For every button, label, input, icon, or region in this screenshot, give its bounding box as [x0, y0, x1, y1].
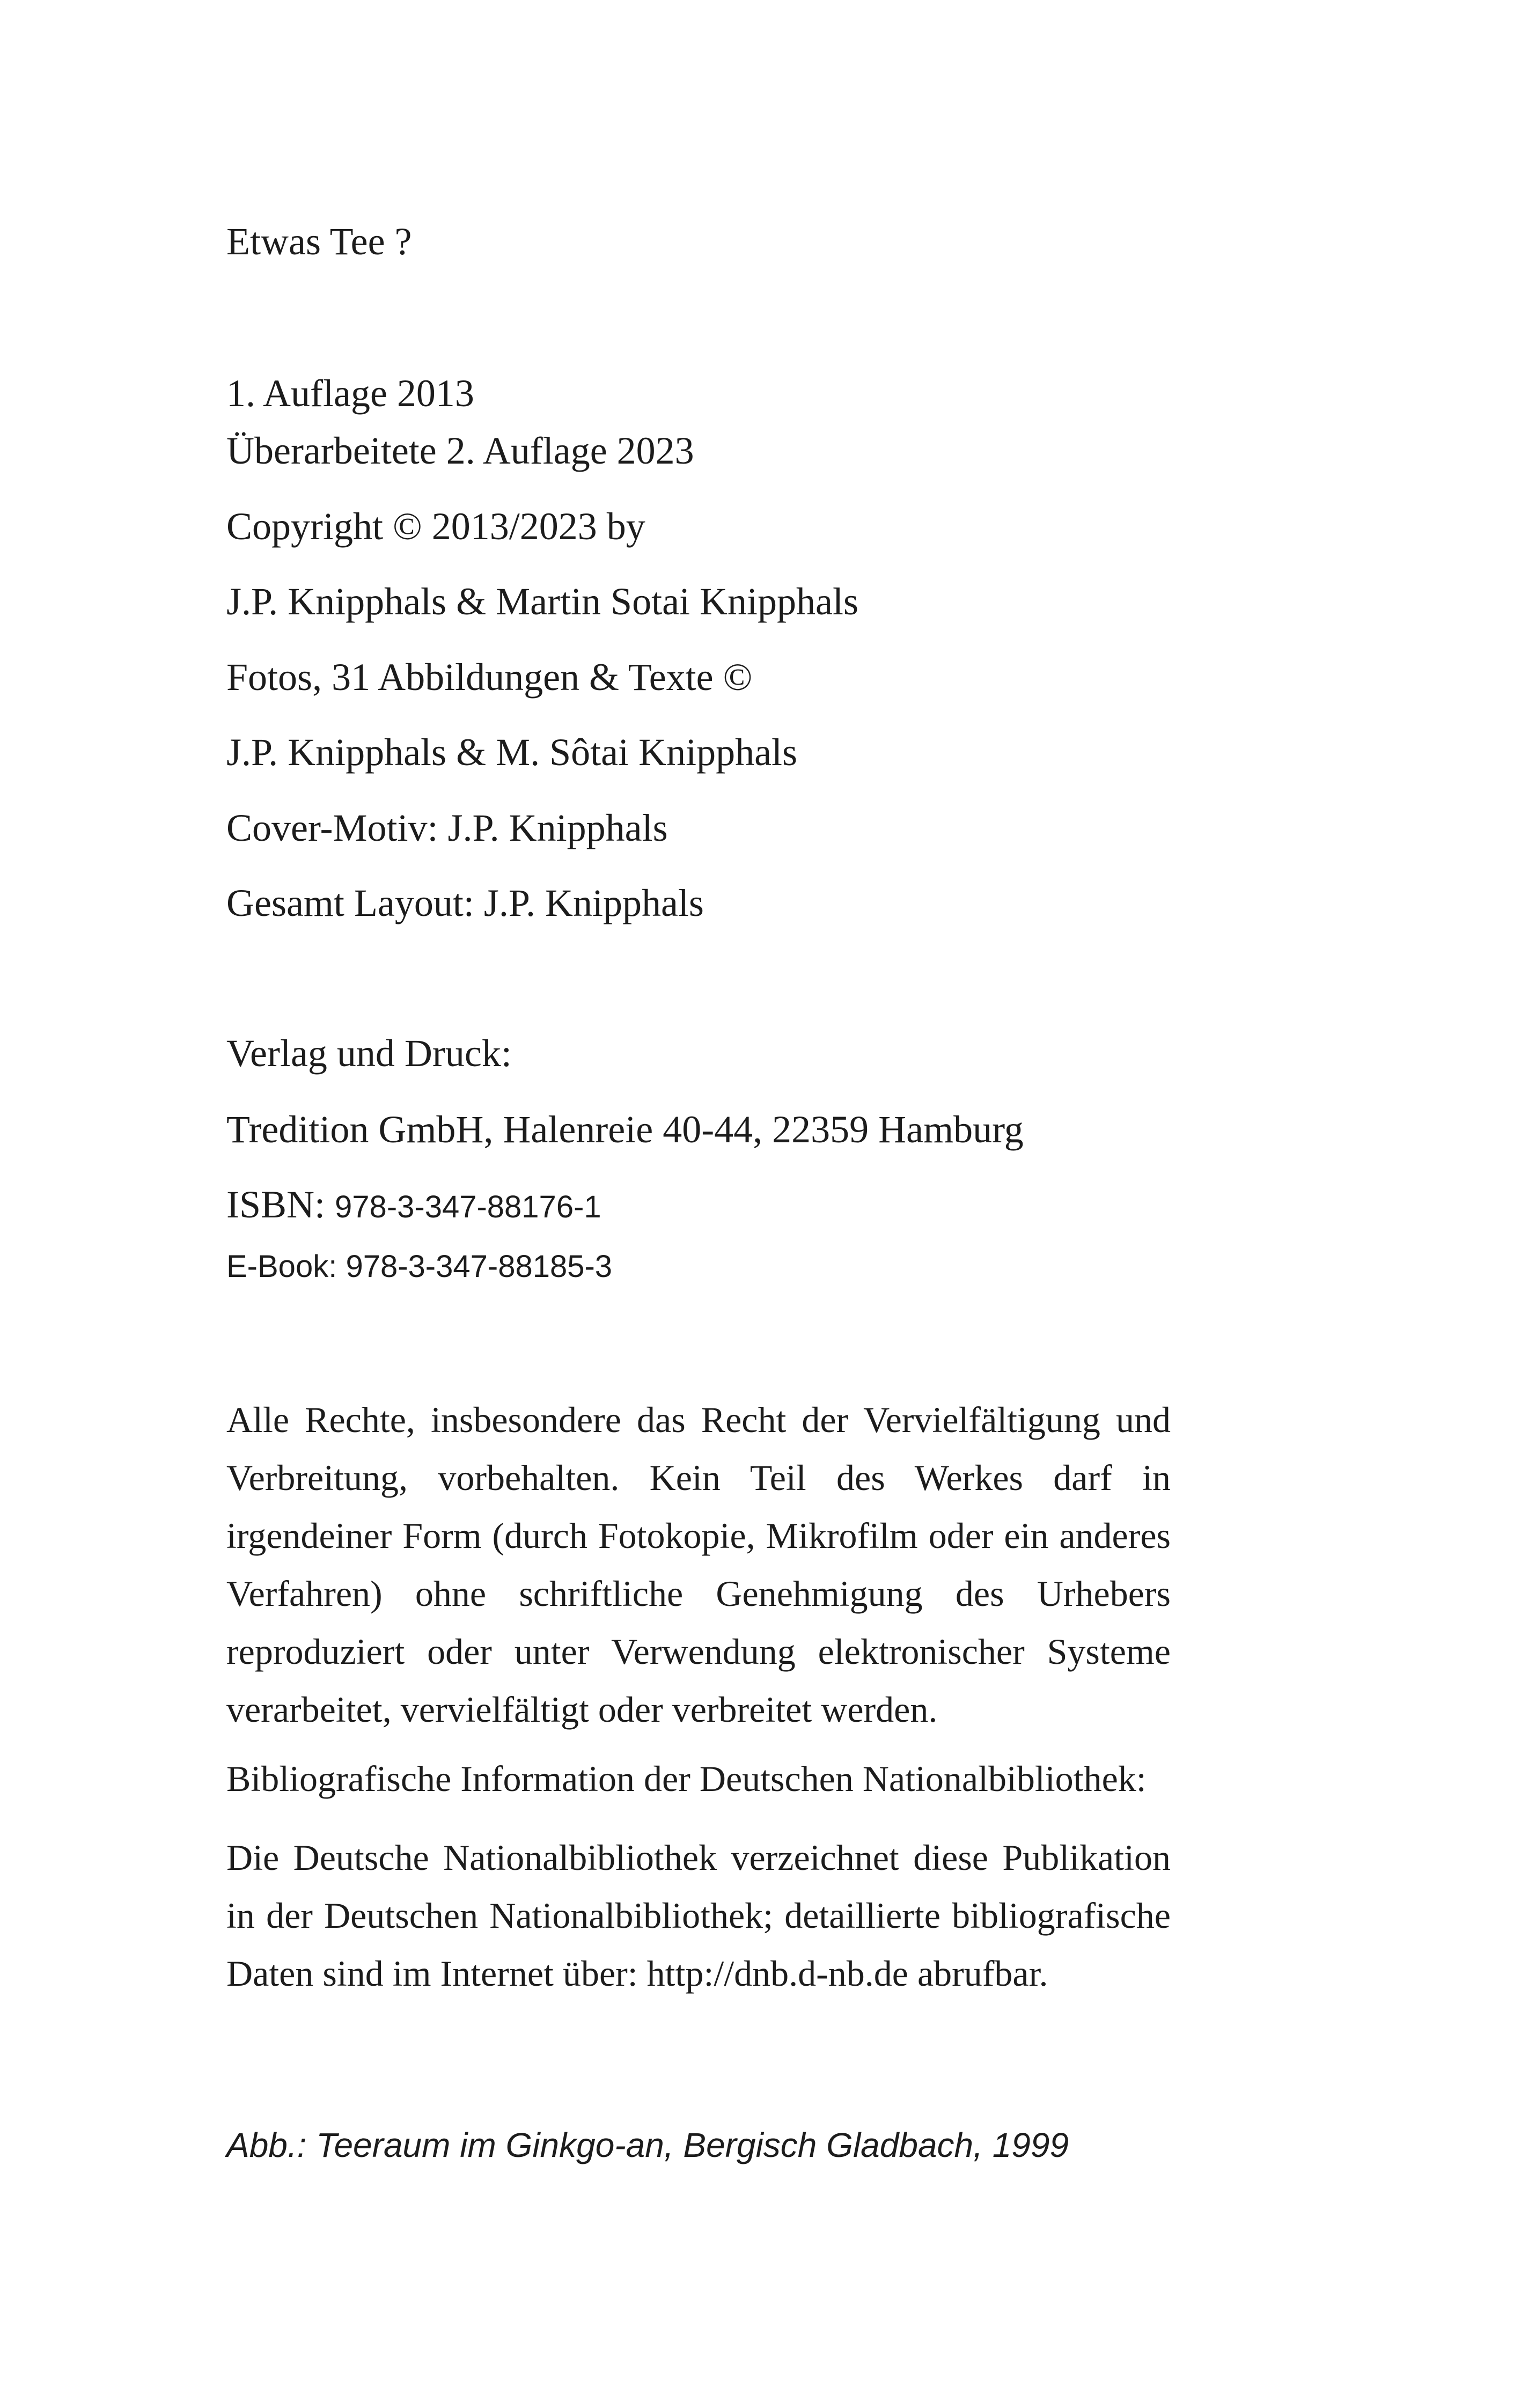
- copyright-authors: J.P. Knipphals & Martin Sotai Knipphals: [226, 580, 859, 623]
- publisher-address: Tredition GmbH, Halenreie 40-44, 22359 Hamburg: [226, 1108, 1024, 1151]
- photos-authors: J.P. Knipphals & M. Sôtai Knipphals: [226, 731, 798, 774]
- copyright-line: Copyright © 2013/2023 by: [226, 505, 645, 548]
- book-title: Etwas Tee ?: [226, 220, 412, 263]
- rights-paragraph: Alle Rechte, insbesondere das Recht der Vervielfältigung und Verbreitung, vorbehalten. Kein Teil des Werkes darf in irgendeiner Form (durch Fotokopie, Mikrofilm oder ein anderes Verfahren) ohne schriftliche Genehmigung des Urhebers reproduziert oder unter Verwendung elektronischer Systeme verarbeitet, vervielfältigt oder verbreitet werden.: [226, 1399, 1171, 1730]
- ebook-value: 978-3-347-88185-3: [346, 1249, 613, 1284]
- image-caption: Abb.: Teeraum im Ginkgo-an, Bergisch Gladbach, 1999: [226, 2126, 1069, 2164]
- photos-credit: Fotos, 31 Abbildungen & Texte ©: [226, 656, 753, 699]
- first-edition: 1. Auflage 2013: [226, 372, 474, 415]
- isbn-value: 978-3-347-88176-1: [335, 1190, 601, 1224]
- biblio-paragraph: Die Deutsche Nationalbibliothek verzeichnet diese Publikation in der Deutschen Nationalbibliothek; detaillierte bibliografische Daten sind im Internet über: http://dnb.d-nb.de abrufbar.: [226, 1837, 1171, 1994]
- ebook-label: E-Book:: [226, 1249, 337, 1284]
- cover-credit: Cover-Motiv: J.P. Knipphals: [226, 806, 668, 849]
- second-edition: Überarbeitete 2. Auflage 2023: [226, 429, 694, 472]
- layout-credit: Gesamt Layout: J.P. Knipphals: [226, 882, 704, 924]
- biblio-heading: Bibliografische Information der Deutschen Nationalbibliothek:: [226, 1758, 1147, 1799]
- isbn-line: [226, 1180, 601, 1231]
- isbn-label: ISBN:: [226, 1183, 326, 1226]
- publisher-heading: Verlag und Druck:: [226, 1032, 512, 1075]
- ebook-line: [226, 1243, 612, 1291]
